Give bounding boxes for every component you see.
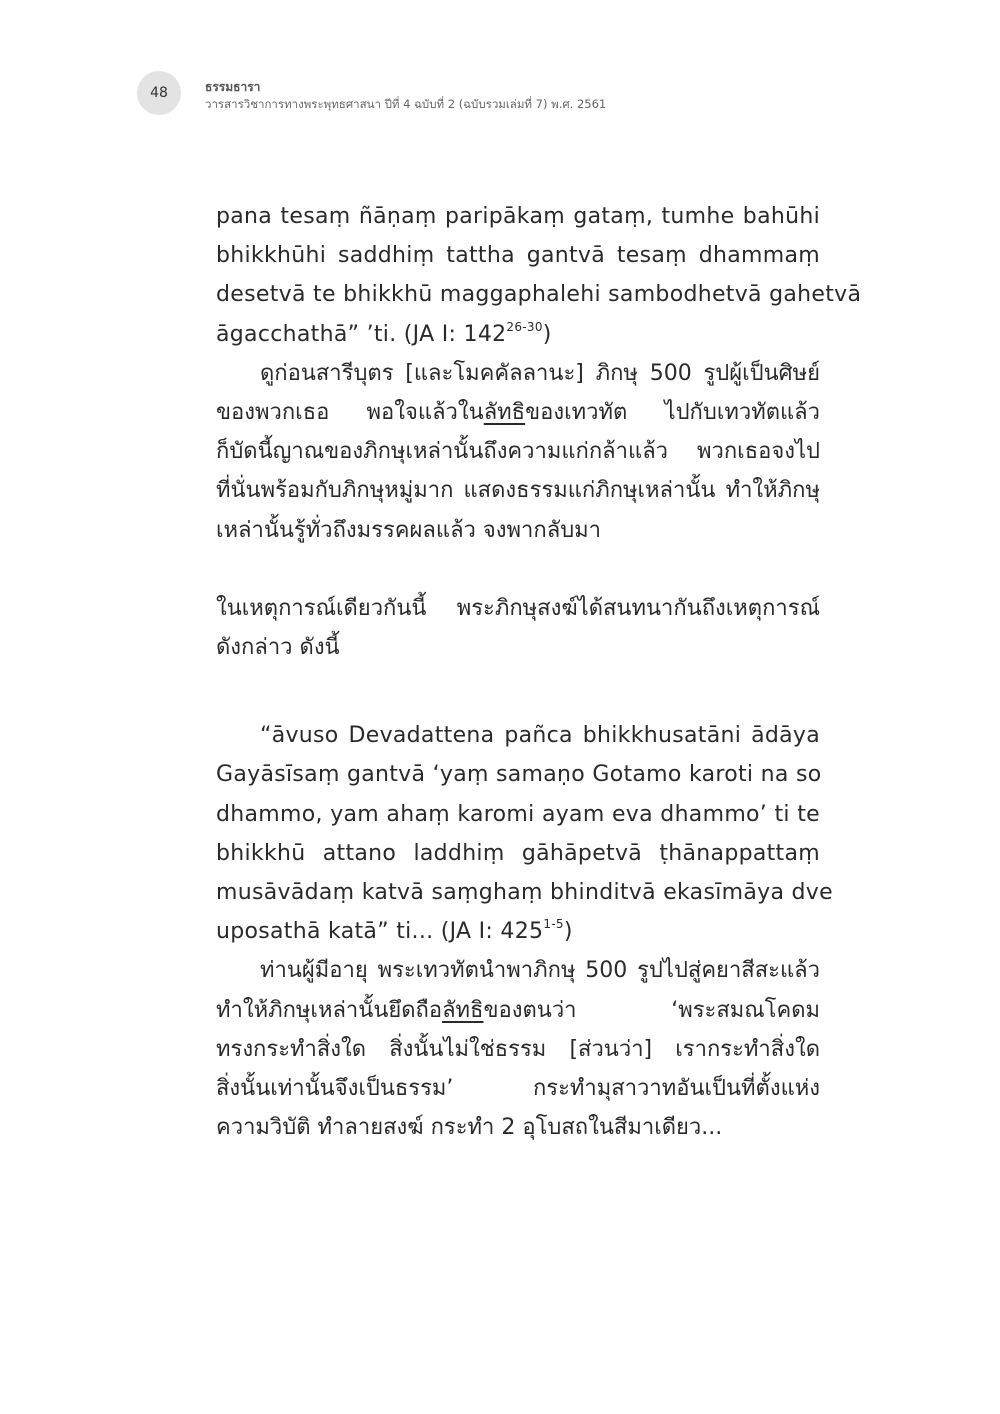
citation-close: ) [563,919,573,945]
citation-superscript: 26-30 [506,319,543,334]
pali-quote-1 [216,197,862,354]
thai-translation-2 [216,951,820,1147]
text-line: dhammo, yam ahaṃ karomi ayam eva dhammo’ ti te [216,801,820,827]
main-text [216,197,862,1147]
text-line: desetvā te bhikkhū maggaphalehi sambodhetvā gahetvā [216,282,862,308]
page-number-badge [137,71,181,115]
text-line: “āvuso Devadattena pañca bhikkhusatāni ādāya [260,723,820,749]
text-line: ความวิบัติ ทำลายสงฆ์ กระทำ 2 อุโบสถในสีมาเดียว... [216,1115,723,1141]
text-line: pana tesaṃ ñāṇaṃ paripākaṃ gataṃ, tumhe bahūhi [216,204,820,229]
pali-quote-2 [216,716,833,951]
text-segment: ของเทวทัต ไปกับเทวทัตแล้ว [525,400,820,426]
text-line: ท่านผู้มีอายุ พระเทวทัตนำพาภิกษุ 500 รูปไปสู่คยาสีสะแล้ว [260,958,820,984]
underlined-term: ลัทธิ [442,997,484,1023]
text-line: ในเหตุการณ์เดียวกันนี้ พระภิกษุสงฆ์ได้สนทนากันถึงเหตุการณ์ [216,595,820,621]
journal-subtitle: วารสารวิชาการทางพระพุทธศาสนา ปีที่ 4 ฉบับที่ 2 (ฉบับรวมเล่มที่ 7) พ.ศ. 2561 [205,97,607,111]
text-line: เหล่านั้นรู้ทั่วถึงมรรคผลแล้ว จงพากลับมา [216,517,602,543]
text-line: bhikkhū attano laddhiṃ gāhāpetvā ṭhānappattaṃ [216,840,820,866]
text-line: ดูก่อนสารีบุตร [และโมคคัลลานะ] ภิกษุ 500 รูปผู้เป็นศิษย์ [260,360,820,386]
running-header [205,79,606,113]
quote-end-text: uposathā katā” ti... (JA I: 425 [216,919,544,945]
text-segment: ทำให้ภิกษุเหล่านั้นยึดถือ [216,997,443,1023]
quote-end-text: āgacchathā” ’ti. (JA I: 142 [216,321,507,347]
text-line: ดังกล่าว ดังนี้ [216,635,340,661]
text-line [216,912,820,951]
text-line: ที่นั่นพร้อมกับภิกษุหมู่มาก แสดงธรรมแก่ภิกษุเหล่านั้น ทำให้ภิกษุ [216,478,820,504]
thai-translation-1 [216,354,820,550]
text-segment: ของพวกเธอ พอใจแล้วใน [216,400,484,426]
underlined-term: ลัทธิ [483,400,526,426]
page-number: 48 [150,85,168,101]
text-line: สิ่งนั้นเท่านั้นจึงเป็นธรรม’ กระทำมุสาวาทอันเป็นที่ตั้งแห่ง [216,1076,820,1102]
citation-close: ) [542,321,552,347]
text-segment: ของตนว่า ‘พระสมณโคดม [483,997,820,1023]
citation-superscript: 1-5 [543,917,564,932]
journal-title: ธรรมธารา [205,80,261,94]
text-line: musāvādaṃ katvā saṃghaṃ bhinditvā ekasīmāya dve [216,880,833,906]
text-line: bhikkhūhi saddhiṃ tattha gantvā tesaṃ dhammaṃ [216,243,820,269]
text-line [216,393,820,432]
text-line [216,991,820,1030]
text-line: ทรงกระทำสิ่งใด สิ่งนั้นไม่ใช่ธรรม [ส่วนว่า] เรากระทำสิ่งใด [216,1036,820,1062]
text-line [216,315,820,354]
text-line: Gayāsīsaṃ gantvā ‘yaṃ samaṇo Gotamo karoti na so [216,762,822,788]
text-line: ก็บัดนี้ญาณของภิกษุเหล่านั้นถึงความแก่กล้าแล้ว พวกเธอจงไป [216,439,820,465]
narrative-paragraph [216,589,820,667]
